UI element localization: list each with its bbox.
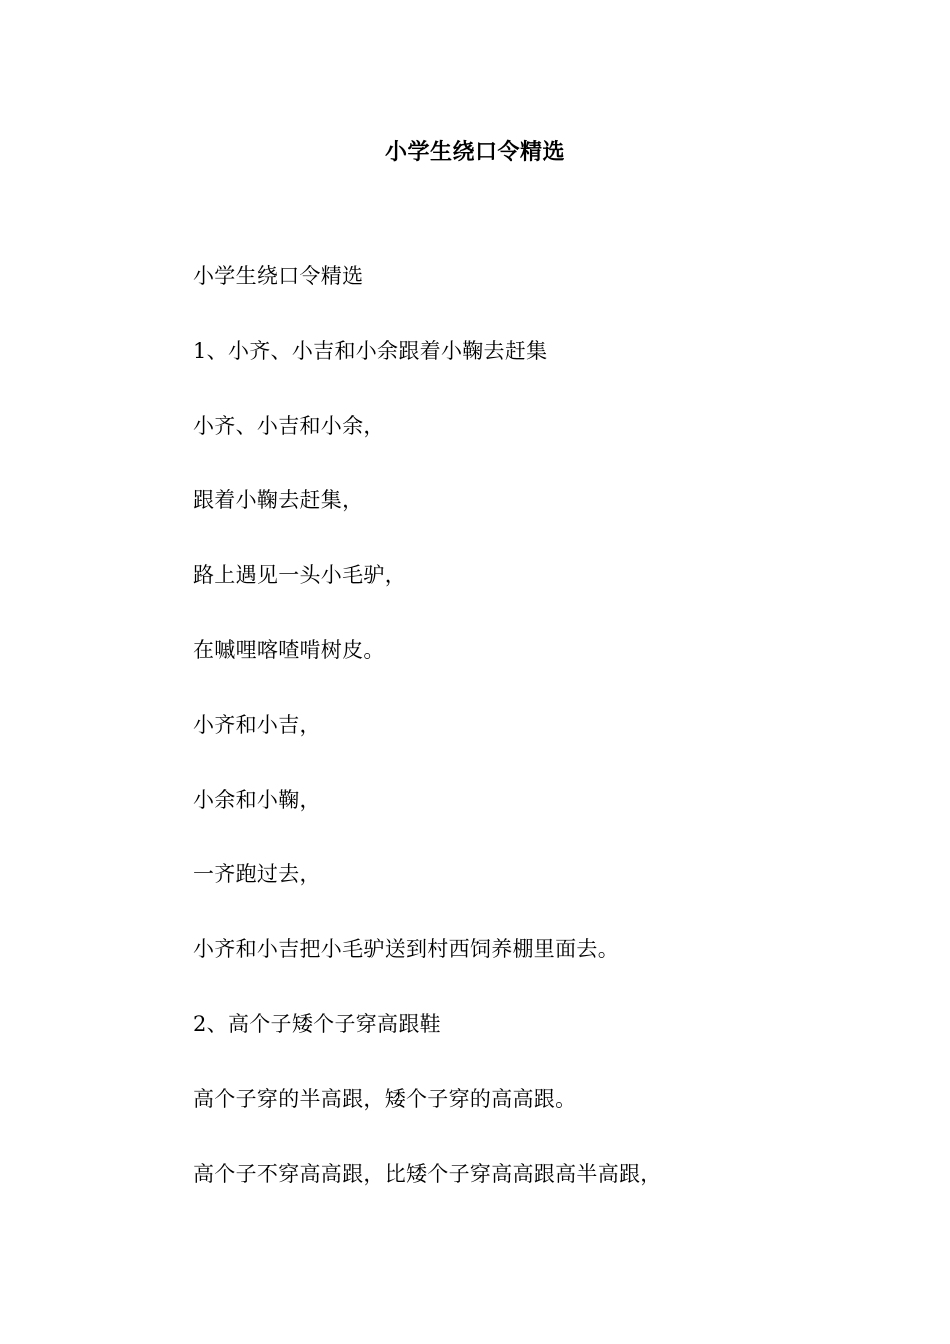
- paragraph: 小齐和小吉，: [193, 712, 321, 737]
- paragraph: 小余和小鞠，: [193, 787, 321, 812]
- paragraph: 高个子穿的半高跟，矮个子穿的高高跟。: [193, 1086, 577, 1111]
- document-title: 小学生绕口令精选: [384, 139, 565, 165]
- paragraph-subtitle: 小学生绕口令精选: [193, 264, 364, 288]
- paragraph: 高个子不穿高高跟，比矮个子穿高高跟高半高跟，: [193, 1161, 662, 1186]
- paragraph: 小齐和小吉把小毛驴送到村西饲养棚里面去。: [193, 937, 619, 962]
- paragraph: 在嘁哩喀喳啃树皮。: [193, 637, 385, 662]
- paragraph-heading-1: 1、小齐、小吉和小余跟着小鞠去赶集: [193, 338, 548, 363]
- paragraph: 一齐跑过去，: [193, 862, 321, 887]
- paragraph-heading-2: 2、高个子矮个子穿高跟鞋: [193, 1011, 441, 1036]
- paragraph: 路上遇见一头小毛驴，: [193, 563, 406, 588]
- paragraph: 跟着小鞠去赶集，: [193, 488, 364, 513]
- paragraph: 小齐、小吉和小余，: [193, 413, 385, 438]
- document-body: [193, 257, 893, 1229]
